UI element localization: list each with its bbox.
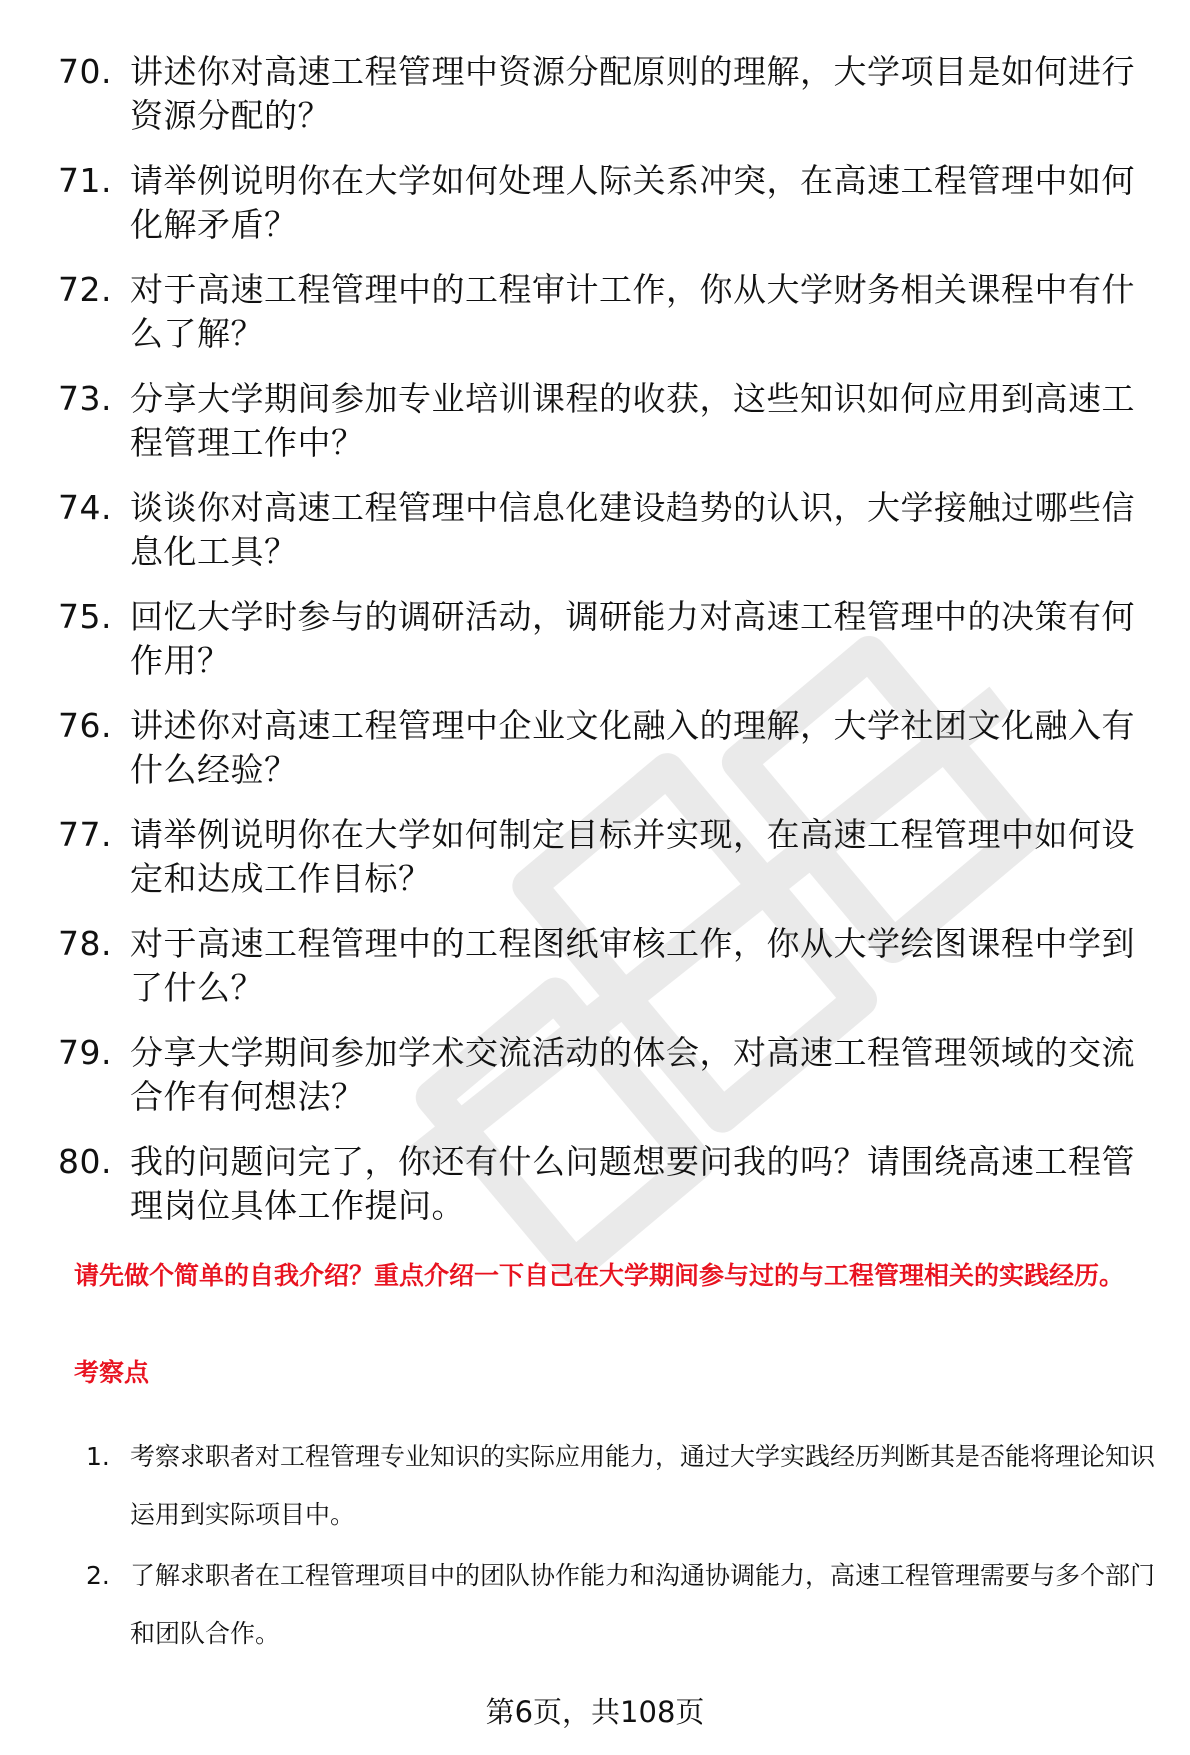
question-number: 77.	[58, 815, 112, 854]
question-item	[58, 1031, 1148, 1119]
question-item	[58, 268, 1148, 356]
assessment-points-list	[86, 1428, 1161, 1666]
question-item	[58, 922, 1148, 1010]
section-heading: 考察点	[74, 1358, 150, 1387]
question-number: 78.	[58, 924, 112, 963]
question-item	[58, 813, 1148, 901]
question-number: 71.	[58, 161, 112, 200]
question-number: 74.	[58, 488, 112, 527]
question-item	[58, 595, 1148, 683]
question-text: 讲述你对高速工程管理中企业文化融入的理解，大学社团文化融入有什么经验？	[130, 706, 1135, 789]
page-footer: 第6页，共108页	[485, 1695, 705, 1729]
question-text: 对于高速工程管理中的工程图纸审核工作，你从大学绘图课程中学到了什么？	[130, 924, 1135, 1007]
question-list	[58, 50, 1148, 1249]
question-item	[58, 486, 1148, 574]
point-text: 了解求职者在工程管理项目中的团队协作能力和沟通协调能力，高速工程管理需要与多个部门和团队合作。	[130, 1561, 1156, 1648]
question-item	[58, 704, 1148, 792]
point-number: 1.	[86, 1442, 110, 1471]
question-number: 73.	[58, 379, 112, 418]
point-text: 考察求职者对工程管理专业知识的实际应用能力，通过大学实践经历判断其是否能将理论知识运用到实际项目中。	[130, 1442, 1156, 1529]
question-text: 分享大学期间参加专业培训课程的收获，这些知识如何应用到高速工程管理工作中？	[130, 379, 1135, 462]
question-item	[58, 1140, 1148, 1228]
question-text: 回忆大学时参与的调研活动，调研能力对高速工程管理中的决策有何作用？	[130, 597, 1135, 680]
question-number: 75.	[58, 597, 112, 636]
question-number: 72.	[58, 270, 112, 309]
question-text: 讲述你对高速工程管理中资源分配原则的理解，大学项目是如何进行资源分配的？	[130, 52, 1135, 135]
question-item	[58, 159, 1148, 247]
question-text: 分享大学期间参加学术交流活动的体会，对高速工程管理领域的交流合作有何想法？	[130, 1033, 1135, 1116]
question-text: 请举例说明你在大学如何制定目标并实现，在高速工程管理中如何设定和达成工作目标？	[130, 815, 1135, 898]
question-item	[58, 50, 1148, 138]
question-text: 请举例说明你在大学如何处理人际关系冲突，在高速工程管理中如何化解矛盾？	[130, 161, 1135, 244]
assessment-point	[86, 1547, 1161, 1663]
question-number: 80.	[58, 1142, 112, 1181]
question-number: 70.	[58, 52, 112, 91]
question-number: 76.	[58, 706, 112, 745]
question-text: 我的问题问完了，你还有什么问题想要问我的吗？请围绕高速工程管理岗位具体工作提问。	[130, 1142, 1135, 1225]
question-number: 79.	[58, 1033, 112, 1072]
highlighted-question: 请先做个简单的自我介绍？重点介绍一下自己在大学期间参与过的与工程管理相关的实践经历。	[74, 1261, 1125, 1290]
question-text: 对于高速工程管理中的工程审计工作，你从大学财务相关课程中有什么了解？	[130, 270, 1135, 353]
point-number: 2.	[86, 1561, 110, 1590]
question-item	[58, 377, 1148, 465]
question-text: 谈谈你对高速工程管理中信息化建设趋势的认识，大学接触过哪些信息化工具？	[130, 488, 1135, 571]
assessment-point	[86, 1428, 1161, 1544]
